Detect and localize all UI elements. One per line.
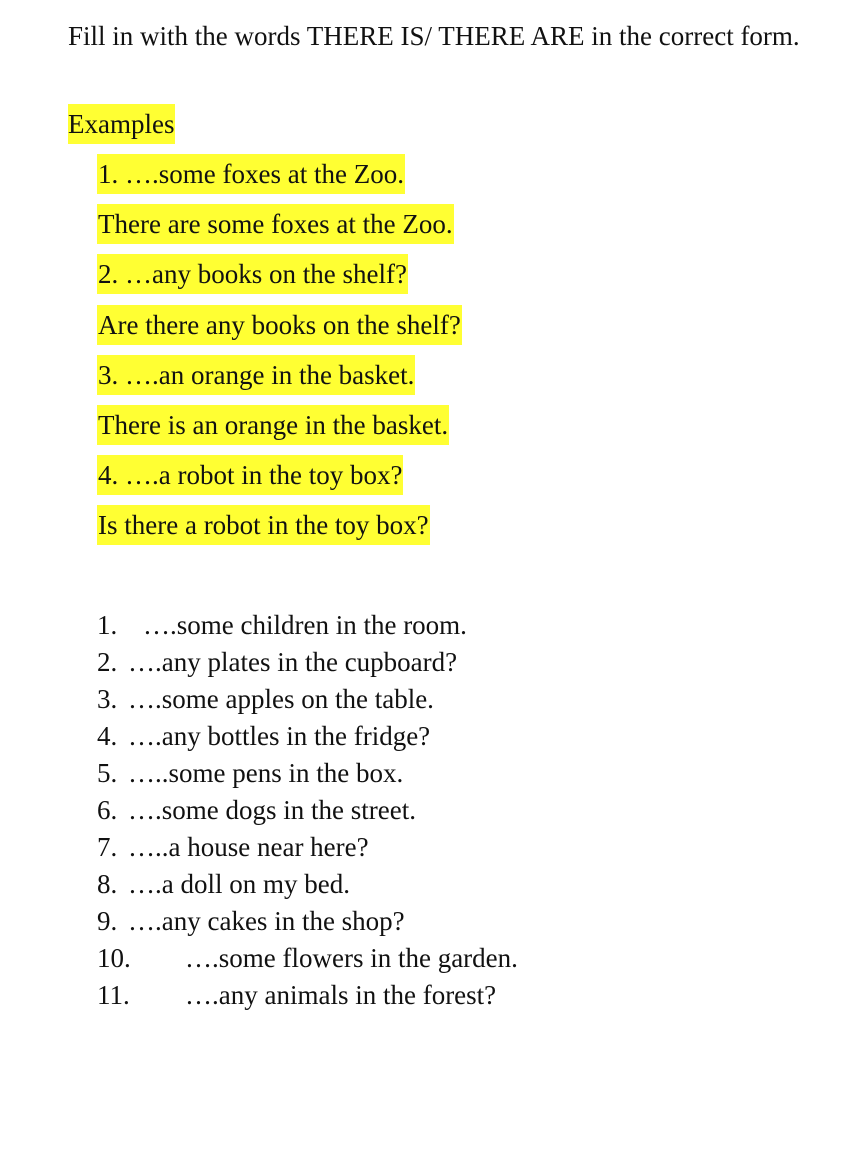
exercise-number: 7. (97, 832, 118, 862)
exercise-item (97, 644, 518, 681)
exercise-text: …..some pens in the box. (128, 758, 404, 788)
exercise-number: 3. (97, 684, 118, 714)
example-line: Is there a robot in the toy box? (97, 505, 430, 545)
exercise-number: 8. (97, 869, 118, 899)
exercise-text: ….some children in the room. (143, 610, 467, 640)
exercise-number: 11. (97, 980, 130, 1010)
exercise-number: 1. (97, 610, 118, 640)
exercise-item (97, 755, 518, 792)
exercise-item (97, 607, 518, 644)
exercise-number: 10. (97, 943, 131, 973)
exercise-text: ….a doll on my bed. (128, 869, 350, 899)
exercise-text: ….some apples on the table. (128, 684, 434, 714)
exercise-item (97, 718, 518, 755)
exercise-item (97, 792, 518, 829)
exercise-number: 2. (97, 647, 118, 677)
exercise-item (97, 829, 518, 866)
exercise-item (97, 866, 518, 903)
example-line: 4. ….a robot in the toy box? (97, 455, 403, 495)
example-line: 2. …any books on the shelf? (97, 254, 408, 294)
exercise-number: 5. (97, 758, 118, 788)
example-line: There are some foxes at the Zoo. (97, 204, 454, 244)
exercise-text: ….any bottles in the fridge? (128, 721, 431, 751)
examples-heading: Examples (68, 104, 175, 144)
exercise-item (97, 977, 518, 1014)
instruction-text: Fill in with the words THERE IS/ THERE ARE in the correct form. (68, 21, 800, 51)
exercise-list (97, 607, 518, 1014)
example-line: 1. ….some foxes at the Zoo. (97, 154, 405, 194)
exercise-text: ….any animals in the forest? (185, 980, 497, 1010)
exercise-number: 4. (97, 721, 118, 751)
exercise-item (97, 681, 518, 718)
example-line: Are there any books on the shelf? (97, 305, 462, 345)
exercise-text: ….any plates in the cupboard? (128, 647, 458, 677)
example-line: There is an orange in the basket. (97, 405, 449, 445)
exercise-number: 9. (97, 906, 118, 936)
exercise-number: 6. (97, 795, 118, 825)
exercise-text: …..a house near here? (128, 832, 369, 862)
example-line: 3. ….an orange in the basket. (97, 355, 415, 395)
exercise-item (97, 940, 518, 977)
exercise-text: ….any cakes in the shop? (128, 906, 405, 936)
exercise-item (97, 903, 518, 940)
exercise-text: ….some dogs in the street. (128, 795, 416, 825)
exercise-text: ….some flowers in the garden. (185, 943, 518, 973)
